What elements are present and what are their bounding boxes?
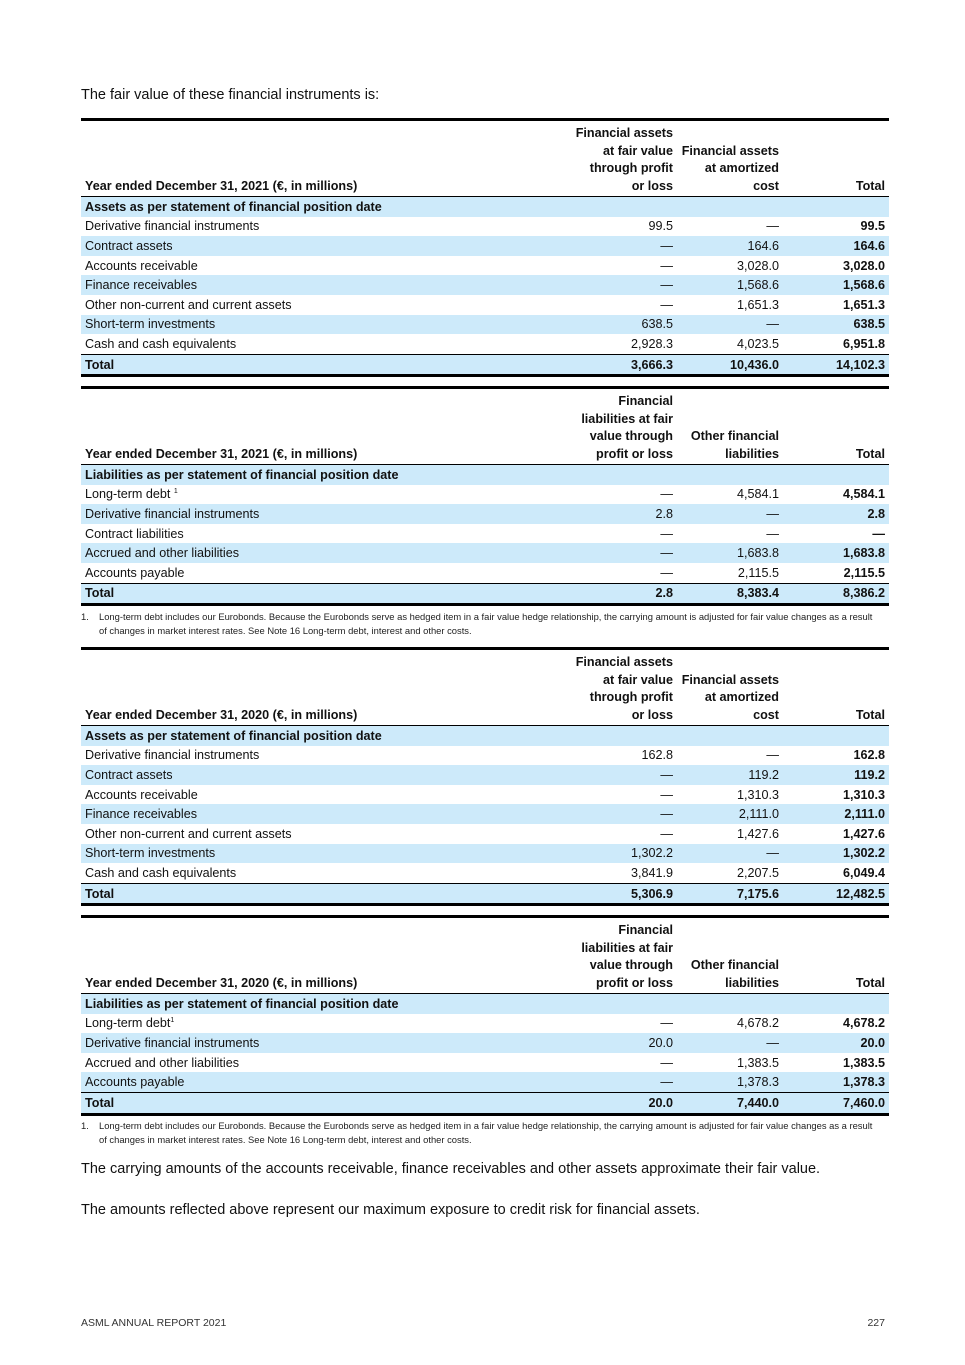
table-row: Other non-current and current assets — 1,427.6 1,427.6: [85, 826, 885, 841]
table-header: [81, 389, 889, 465]
total-row: Total 5,306.9 7,175.6 12,482.5: [81, 883, 889, 907]
section-row: Assets as per statement of financial position date: [81, 197, 889, 217]
total-row: Total 3,666.3 10,436.0 14,102.3: [81, 354, 889, 378]
header-col1: Financial assets at fair value through profit or loss: [575, 126, 673, 193]
header-col2: Other financial liabilities: [690, 429, 779, 461]
header-label: Year ended December 31, 2020 (€, in millions): [85, 976, 358, 990]
assets-table-2021: [81, 118, 889, 377]
table-row: Contract liabilities — — —: [85, 526, 885, 541]
table-row: Cash and cash equivalents 2,928.3 4,023.5 6,951.8: [85, 336, 885, 351]
total-row: Total 2.8 8,383.4 8,386.2: [81, 583, 889, 607]
table-row: Derivative financial instruments 162.8 — 162.8: [85, 748, 885, 763]
total-row: Total 20.0 7,440.0 7,460.0: [81, 1092, 889, 1116]
table-row: Accounts receivable — 3,028.0 3,028.0: [85, 258, 885, 273]
footnote-ref: 1: [170, 1017, 175, 1025]
table-row: Derivative financial instruments 20.0 — 20.0: [81, 1033, 889, 1053]
table-header: [81, 650, 889, 726]
table-row: Short-term investments 1,302.2 — 1,302.2: [81, 844, 889, 864]
table-row: Long-term debt $^1$ — 4,584.1 4,584.1: [85, 487, 885, 502]
table-row: Other non-current and current assets — 1,651.3 1,651.3: [85, 297, 885, 312]
header-label: Year ended December 31, 2021 (€, in millions): [85, 447, 358, 461]
section-row: Liabilities as per statement of financial position date: [81, 465, 889, 485]
table-row: Contract assets — 119.2 119.2: [81, 765, 889, 785]
table-row: Contract assets — 164.6 164.6: [81, 236, 889, 256]
footer-report-title: ASML ANNUAL REPORT 2021: [81, 1317, 227, 1329]
paragraph-carrying-amounts: The carrying amounts of the accounts receivable, finance receivables and other assets approximate their fair value.: [81, 1161, 821, 1177]
header-label: Year ended December 31, 2021 (€, in millions): [85, 179, 358, 193]
table-row: Derivative financial instruments 2.8 — 2.8: [81, 504, 889, 524]
assets-table-2020: [81, 647, 889, 906]
header-col2: Other financial liabilities: [690, 958, 779, 990]
page-footer: [81, 1317, 885, 1329]
header-col2: Financial assets at amortized cost: [681, 143, 779, 193]
footnote-1: 1. Long-term debt includes our Eurobonds. Because the Eurobonds serve as hedged item in a fair value hedge relationship, the carrying amount is adjusted for fair value changes as a result of changes in market interest rates. See Note 16 Long-term debt, interest and other costs.: [81, 611, 873, 636]
table-row: Accrued and other liabilities — 1,683.8 1,683.8: [81, 543, 889, 563]
intro-text: The fair value of these financial instruments is:: [81, 87, 380, 103]
table-row: Accrued and other liabilities — 1,383.5 1,383.5: [85, 1055, 885, 1070]
header-col3: Total: [855, 707, 885, 722]
header-col1: Financial liabilities at fair value through profit or loss: [581, 923, 673, 990]
liabilities-table-2020: [81, 915, 889, 1116]
table-row: Derivative financial instruments 99.5 — 99.5: [85, 219, 885, 234]
table-row: Short-term investments 638.5 — 638.5: [81, 315, 889, 335]
liabilities-table-2021: [81, 386, 889, 606]
table-header: [81, 918, 889, 994]
header-label: Year ended December 31, 2020 (€, in millions): [85, 708, 358, 722]
header-col3: Total: [855, 178, 885, 193]
header-col1: Financial liabilities at fair value through profit or loss: [581, 394, 673, 461]
header-col3: Total: [855, 975, 885, 990]
header-col1: Financial assets at fair value through profit or loss: [575, 655, 673, 722]
footnote-ref: 1: [173, 488, 178, 496]
table-row: Finance receivables — 2,111.0 2,111.0: [81, 804, 889, 824]
footnote-2: 1. Long-term debt includes our Eurobonds. Because the Eurobonds serve as hedged item in a fair value hedge relationship, the carrying amount is adjusted for fair value changes as a result of changes in market interest rates. See Note 16 Long-term debt, interest and other costs.: [81, 1120, 873, 1145]
table-header: [81, 121, 889, 197]
section-row: Assets as per statement of financial position date: [81, 726, 889, 746]
header-col3: Total: [855, 446, 885, 461]
table-row: Accounts payable — 1,378.3 1,378.3: [81, 1072, 889, 1092]
section-row: Liabilities as per statement of financial position date: [81, 994, 889, 1014]
table-row: Accounts receivable — 1,310.3 1,310.3: [85, 787, 885, 802]
table-row: Long-term debt$^1$ — 4,678.2 4,678.2: [85, 1016, 885, 1031]
page-number: 227: [867, 1317, 885, 1329]
header-col2: Financial assets at amortized cost: [681, 672, 779, 722]
table-row: Accounts payable — 2,115.5 2,115.5: [85, 565, 885, 580]
table-row: Cash and cash equivalents 3,841.9 2,207.5 6,049.4: [85, 865, 885, 880]
table-row: Finance receivables — 1,568.6 1,568.6: [81, 275, 889, 295]
paragraph-credit-risk: The amounts reflected above represent our maximum exposure to credit risk for financial assets.: [81, 1202, 700, 1218]
